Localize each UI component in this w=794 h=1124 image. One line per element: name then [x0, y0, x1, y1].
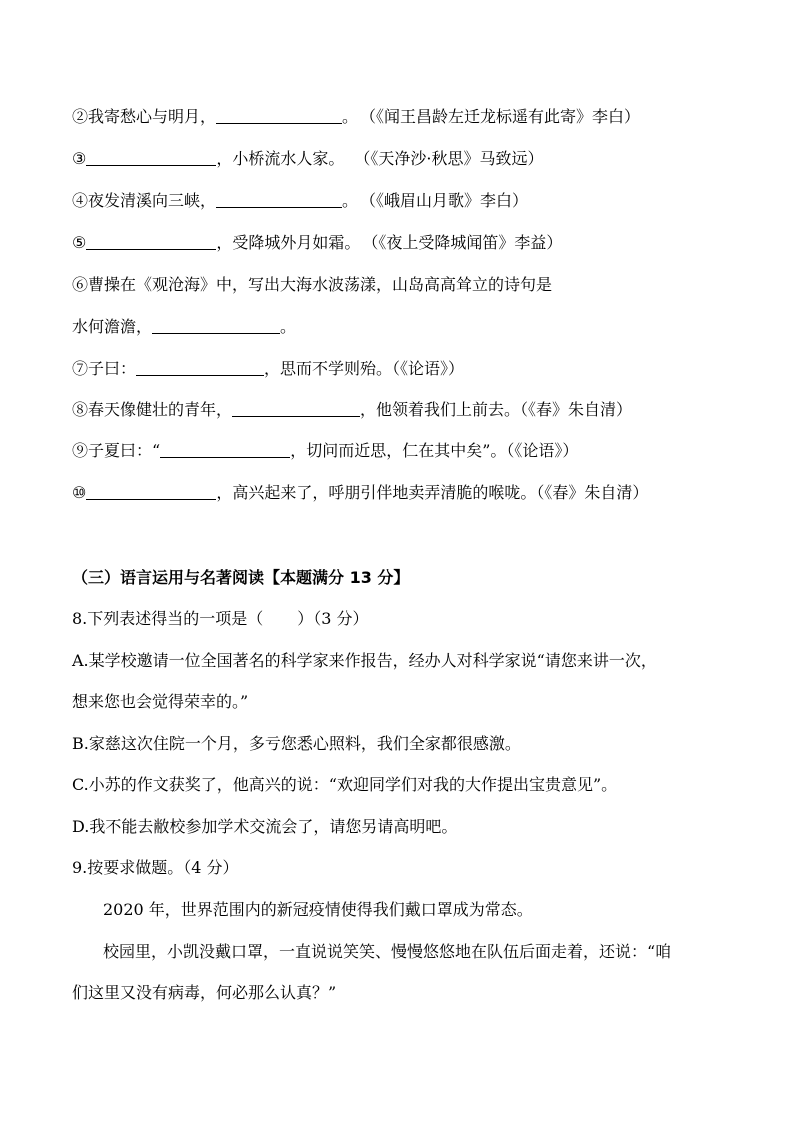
answer-blank[interactable] [232, 400, 360, 417]
poem-line-9 [72, 440, 754, 462]
answer-blank[interactable] [86, 233, 216, 250]
poem-source: （《天净沙·秋思》马致远） [362, 149, 544, 168]
poem-suffix: ，思而不学则殆。 [264, 359, 393, 378]
answer-blank[interactable] [136, 359, 264, 376]
poem-prefix: ⑤ [72, 233, 87, 252]
option-a-line2: 想来您也会觉得荣幸的。” [72, 692, 249, 711]
poem-source: （《论语》） [392, 359, 465, 378]
poem-prefix: ④夜发清溪向三峡， [72, 191, 217, 210]
poem-source: （《春》朱自清） [536, 483, 649, 502]
question-8-stem [72, 608, 754, 630]
answer-blank[interactable] [216, 191, 342, 208]
passage-paragraph-2-line1: 校园里，小凯没戴口罩，一直说说笑笑、慢慢悠悠地在队伍后面走着，还说：“咱 [103, 942, 672, 961]
poem-prefix: ⑩ [72, 483, 87, 502]
poem-suffix: 。 [342, 107, 359, 126]
poem-suffix: ，他领着我们上前去。 [360, 400, 521, 419]
answer-blank[interactable] [86, 149, 216, 166]
question-8-stem-end: ）（3 分） [297, 609, 369, 628]
poem-source: （《论语》） [506, 441, 579, 460]
poem-suffix: ，受降城外月如霜。 [216, 233, 361, 252]
poem-line-8 [72, 399, 754, 421]
poem-source: （《峨眉山月歌》李白） [368, 191, 529, 210]
poem-line-6a [72, 274, 754, 296]
answer-blank[interactable] [216, 107, 342, 124]
poem-prompt: ⑥曹操在《观沧海》中，写出大海水波荡漾，山岛高高耸立的诗句是 [72, 275, 553, 294]
poem-line-7 [72, 358, 754, 380]
poem-source: （《春》朱自清） [520, 400, 633, 419]
poem-prefix: 水何澹澹， [72, 317, 153, 336]
passage-paragraph-2-line2: 们这里又没有病毒，何必那么认真？” [72, 983, 337, 1002]
poem-prefix: ③ [72, 149, 87, 168]
option-c: C.小苏的作文获奖了，他高兴的说：“欢迎同学们对我的大作提出宝贵意见”。 [72, 775, 618, 794]
answer-blank[interactable] [86, 483, 216, 500]
poem-line-3 [72, 148, 754, 170]
poem-line-4 [72, 190, 754, 212]
poem-prefix: ⑧春天像健壮的青年， [72, 400, 233, 419]
answer-blank[interactable] [160, 441, 290, 458]
question-9-stem: 9.按要求做题。（4 分） [72, 858, 239, 877]
poem-prefix: ⑨子夏曰：“ [72, 441, 161, 460]
poem-suffix: ，高兴起来了，呼朋引伴地卖弄清脆的喉咙。 [216, 483, 537, 502]
poem-line-10 [72, 482, 754, 504]
poem-line-6b [72, 316, 754, 338]
poem-prefix: ②我寄愁心与明月， [72, 107, 217, 126]
poem-suffix: ，小桥流水人家。 [216, 149, 345, 168]
poem-line-2 [72, 106, 754, 128]
poem-source: （《闻王昌龄左迁龙标遥有此寄》李白） [368, 107, 641, 126]
poem-prefix: ⑦子曰： [72, 359, 137, 378]
poem-line-5 [72, 232, 754, 254]
option-a-line1: A.某学校邀请一位全国著名的科学家来作报告，经办人对科学家说“请您来讲一次， [72, 651, 657, 670]
poem-suffix: 。 [342, 191, 359, 210]
poem-suffix: ，切问而近思，仁在其中矣”。 [290, 441, 507, 460]
question-8-stem-start: 8.下列表述得当的一项是（ [72, 609, 264, 628]
poem-source: （《夜上受降城闻笛》李益） [370, 233, 563, 252]
answer-blank[interactable] [152, 317, 280, 334]
poem-suffix: 。 [280, 317, 297, 336]
passage-paragraph-1: 2020 年，世界范围内的新冠疫情使得我们戴口罩成为常态。 [103, 900, 533, 919]
option-b: B.家慈这次住院一个月，多亏您悉心照料，我们全家都很感激。 [72, 734, 521, 753]
section-heading: （三）语言运用与名著阅读【本题满分 13 分】 [72, 568, 410, 587]
option-d: D.我不能去敝校参加学术交流会了，请您另请高明吧。 [72, 817, 458, 836]
